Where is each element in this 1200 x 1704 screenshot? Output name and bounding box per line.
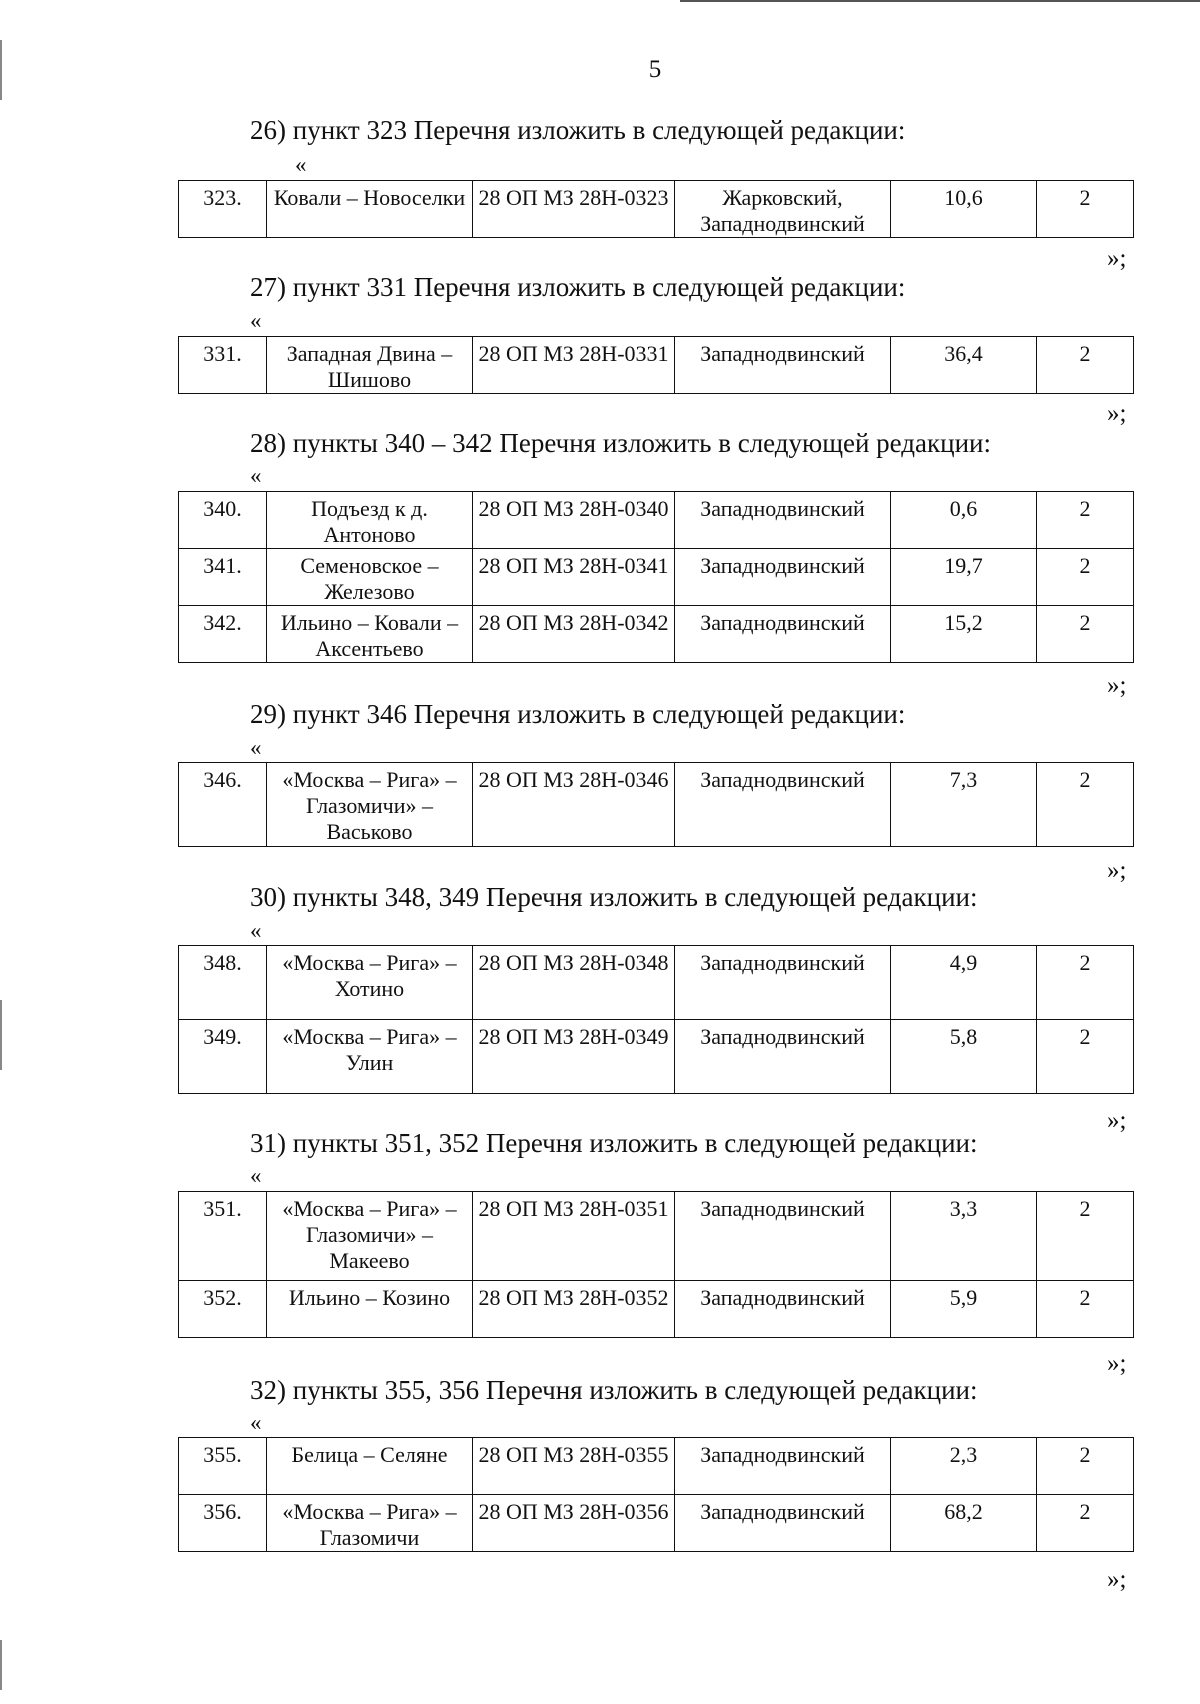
- length-cell: 5,9: [891, 1281, 1037, 1338]
- category-cell: 2: [1037, 1438, 1134, 1495]
- category-cell: 2: [1037, 337, 1134, 394]
- amendment-table: [178, 762, 1134, 847]
- road-name-cell: Подъезд к д. Антоново: [267, 492, 473, 549]
- row-number-cell: 355.: [179, 1438, 267, 1495]
- table-row: [179, 946, 1134, 1020]
- amendment-table: [178, 1191, 1134, 1338]
- road-code-cell: 28 ОП МЗ 28Н-0349: [473, 1020, 675, 1094]
- length-cell: 2,3: [891, 1438, 1037, 1495]
- road-code-cell: 28 ОП МЗ 28Н-0356: [473, 1495, 675, 1552]
- category-cell: 2: [1037, 549, 1134, 606]
- length-cell: 15,2: [891, 606, 1037, 663]
- table-row: [179, 337, 1134, 394]
- row-number-cell: 342.: [179, 606, 267, 663]
- closing-quote: »;: [1107, 857, 1127, 884]
- row-number-cell: 331.: [179, 337, 267, 394]
- road-name-cell: «Москва – Рига» – Глазомичи» – Макеево: [267, 1192, 473, 1281]
- closing-quote: »;: [1107, 1566, 1127, 1593]
- road-code-cell: 28 ОП МЗ 28Н-0323: [473, 181, 675, 238]
- opening-quote: «: [295, 152, 307, 177]
- opening-quote: «: [250, 1163, 262, 1188]
- district-cell: Западнодвинский: [675, 492, 891, 549]
- amendment-table: [178, 945, 1134, 1094]
- road-code-cell: 28 ОП МЗ 28Н-0355: [473, 1438, 675, 1495]
- table-row: [179, 1281, 1134, 1338]
- length-cell: 4,9: [891, 946, 1037, 1020]
- road-name-cell: Ильино – Ковали – Аксентьево: [267, 606, 473, 663]
- road-name-cell: Западная Двина – Шишово: [267, 337, 473, 394]
- table-row: [179, 492, 1134, 549]
- table-row: [179, 181, 1134, 238]
- row-number-cell: 356.: [179, 1495, 267, 1552]
- category-cell: 2: [1037, 1495, 1134, 1552]
- row-number-cell: 341.: [179, 549, 267, 606]
- category-cell: 2: [1037, 763, 1134, 847]
- district-cell: Западнодвинский: [675, 1438, 891, 1495]
- row-number-cell: 348.: [179, 946, 267, 1020]
- page-number: 5: [648, 56, 662, 83]
- district-cell: Западнодвинский: [675, 337, 891, 394]
- road-name-cell: Ковали – Новоселки: [267, 181, 473, 238]
- category-cell: 2: [1037, 606, 1134, 663]
- length-cell: 3,3: [891, 1192, 1037, 1281]
- section-heading: 29) пункт 346 Перечня изложить в следующей редакции:: [250, 699, 906, 729]
- road-name-cell: «Москва – Рига» – Глазомичи» – Васьково: [267, 763, 473, 847]
- scan-artifact-line: [680, 0, 1200, 2]
- road-code-cell: 28 ОП МЗ 28Н-0348: [473, 946, 675, 1020]
- opening-quote: «: [250, 1410, 262, 1435]
- length-cell: 10,6: [891, 181, 1037, 238]
- table-row: [179, 606, 1134, 663]
- length-cell: 7,3: [891, 763, 1037, 847]
- road-code-cell: 28 ОП МЗ 28Н-0342: [473, 606, 675, 663]
- row-number-cell: 349.: [179, 1020, 267, 1094]
- table-row: [179, 1495, 1134, 1552]
- row-number-cell: 351.: [179, 1192, 267, 1281]
- section-heading: 30) пункты 348, 349 Перечня изложить в следующей редакции:: [250, 882, 978, 912]
- scan-edge-mark: [0, 1000, 2, 1070]
- category-cell: 2: [1037, 946, 1134, 1020]
- opening-quote: «: [250, 308, 262, 333]
- closing-quote: »;: [1107, 1350, 1127, 1377]
- section-heading: 26) пункт 323 Перечня изложить в следующей редакции:: [250, 115, 906, 145]
- road-code-cell: 28 ОП МЗ 28Н-0340: [473, 492, 675, 549]
- amendment-table: [178, 491, 1134, 663]
- district-cell: Западнодвинский: [675, 763, 891, 847]
- table-row: [179, 763, 1134, 847]
- amendment-table: [178, 336, 1134, 394]
- category-cell: 2: [1037, 1020, 1134, 1094]
- district-cell: Западнодвинский: [675, 946, 891, 1020]
- length-cell: 0,6: [891, 492, 1037, 549]
- category-cell: 2: [1037, 492, 1134, 549]
- opening-quote: «: [250, 463, 262, 488]
- category-cell: 2: [1037, 1281, 1134, 1338]
- road-name-cell: «Москва – Рига» – Глазомичи: [267, 1495, 473, 1552]
- closing-quote: »;: [1107, 1107, 1127, 1134]
- district-cell: Западнодвинский: [675, 1495, 891, 1552]
- road-name-cell: Семеновское – Железово: [267, 549, 473, 606]
- district-cell: Западнодвинский: [675, 606, 891, 663]
- section-heading: 32) пункты 355, 356 Перечня изложить в следующей редакции:: [250, 1375, 978, 1405]
- length-cell: 68,2: [891, 1495, 1037, 1552]
- road-code-cell: 28 ОП МЗ 28Н-0331: [473, 337, 675, 394]
- road-code-cell: 28 ОП МЗ 28Н-0346: [473, 763, 675, 847]
- row-number-cell: 340.: [179, 492, 267, 549]
- scan-edge-mark: [0, 1640, 2, 1690]
- closing-quote: »;: [1107, 245, 1127, 272]
- closing-quote: »;: [1107, 672, 1127, 699]
- road-name-cell: «Москва – Рига» – Хотино: [267, 946, 473, 1020]
- closing-quote: »;: [1107, 400, 1127, 427]
- road-name-cell: «Москва – Рига» – Улин: [267, 1020, 473, 1094]
- road-code-cell: 28 ОП МЗ 28Н-0341: [473, 549, 675, 606]
- table-row: [179, 1438, 1134, 1495]
- table-row: [179, 549, 1134, 606]
- district-cell: Западнодвинский: [675, 1020, 891, 1094]
- category-cell: 2: [1037, 1192, 1134, 1281]
- district-cell: Западнодвинский: [675, 1281, 891, 1338]
- section-heading: 31) пункты 351, 352 Перечня изложить в следующей редакции:: [250, 1128, 978, 1158]
- length-cell: 36,4: [891, 337, 1037, 394]
- opening-quote: «: [250, 918, 262, 943]
- district-cell: Западнодвинский: [675, 549, 891, 606]
- amendment-table: [178, 1437, 1134, 1552]
- length-cell: 19,7: [891, 549, 1037, 606]
- row-number-cell: 346.: [179, 763, 267, 847]
- length-cell: 5,8: [891, 1020, 1037, 1094]
- category-cell: 2: [1037, 181, 1134, 238]
- amendment-table: [178, 180, 1134, 238]
- district-cell: Западнодвинский: [675, 1192, 891, 1281]
- row-number-cell: 352.: [179, 1281, 267, 1338]
- road-name-cell: Ильино – Козино: [267, 1281, 473, 1338]
- road-name-cell: Белица – Селяне: [267, 1438, 473, 1495]
- table-row: [179, 1192, 1134, 1281]
- table-row: [179, 1020, 1134, 1094]
- road-code-cell: 28 ОП МЗ 28Н-0352: [473, 1281, 675, 1338]
- row-number-cell: 323.: [179, 181, 267, 238]
- section-heading: 27) пункт 331 Перечня изложить в следующей редакции:: [250, 272, 906, 302]
- opening-quote: «: [250, 735, 262, 760]
- road-code-cell: 28 ОП МЗ 28Н-0351: [473, 1192, 675, 1281]
- district-cell: Жарковский, Западнодвинский: [675, 181, 891, 238]
- section-heading: 28) пункты 340 – 342 Перечня изложить в следующей редакции:: [250, 428, 991, 458]
